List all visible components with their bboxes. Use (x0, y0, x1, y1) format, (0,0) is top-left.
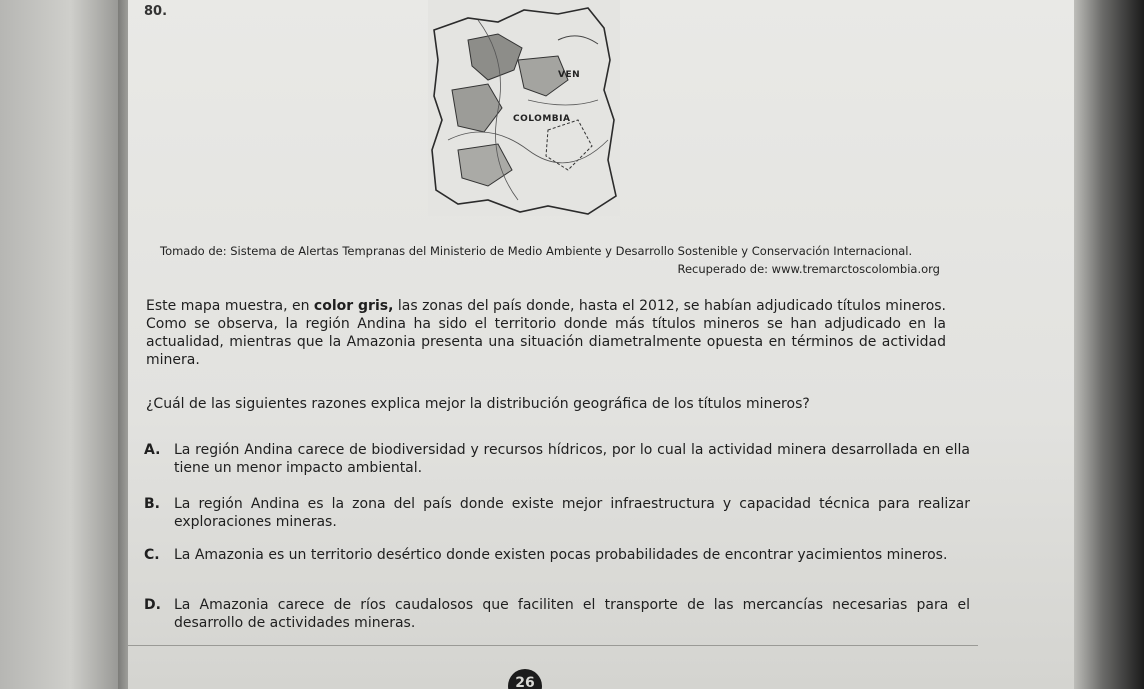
map-graphic (428, 0, 620, 216)
map-label-ven: VEN (558, 70, 581, 80)
divider (128, 645, 978, 646)
option-letter: C. (144, 547, 160, 563)
option-letter: D. (144, 597, 161, 613)
option-text: La Amazonia es un territorio desértico donde existen pocas probabilidades de encontrar yacimientos mineros. (174, 547, 948, 563)
option-text: La Amazonia carece de ríos caudalosos que faciliten el transporte de las mercancías necesarias para el desarrollo de actividades mineras. (174, 597, 970, 631)
option-text: La región Andina carece de biodiversidad y recursos hídricos, por lo cual la actividad minera desarrollada en ella tiene un menor impacto ambiental. (174, 442, 970, 476)
source-url-line: Recuperado de: www.tremarctoscolombia.org (677, 262, 940, 276)
option-c[interactable] (144, 546, 970, 564)
option-d[interactable] (144, 596, 970, 632)
colombia-mining-map (428, 0, 620, 216)
paragraph-emphasis: color gris, (313, 298, 394, 314)
exam-page (128, 0, 1078, 689)
right-shadow-edge (1074, 0, 1144, 689)
question-number: 80. (144, 4, 168, 19)
option-b[interactable] (144, 495, 970, 531)
option-letter: B. (144, 496, 160, 512)
intro-paragraph (146, 297, 946, 369)
question-text: ¿Cuál de las siguientes razones explica mejor la distribución geográfica de los títulos mineros? (146, 396, 810, 412)
paragraph-part-2: las zonas del país donde, hasta el 2012, se habían adjudicado títulos mineros. Como se observa, la región Andina ha sido el territorio donde más títulos mineros se han adjudicado en la actualidad, mientras que la Amazonia presenta una situación diametralmente opuesta en términos de actividad minera. (146, 298, 947, 368)
page-number-badge: 26 (508, 669, 542, 689)
option-letter: A. (144, 442, 161, 458)
map-label-colombia: COLOMBIA (513, 114, 571, 124)
left-page-edge (0, 0, 128, 689)
option-a[interactable] (144, 441, 970, 477)
option-text: La región Andina es la zona del país donde existe mejor infraestructura y capacidad técnica para realizar exploraciones mineras. (174, 496, 970, 530)
paragraph-part-1: Este mapa muestra, en (146, 298, 314, 314)
source-line: Tomado de: Sistema de Alertas Tempranas del Ministerio de Medio Ambiente y Desarrollo Sostenible y Conservación Internacional. (160, 244, 913, 258)
